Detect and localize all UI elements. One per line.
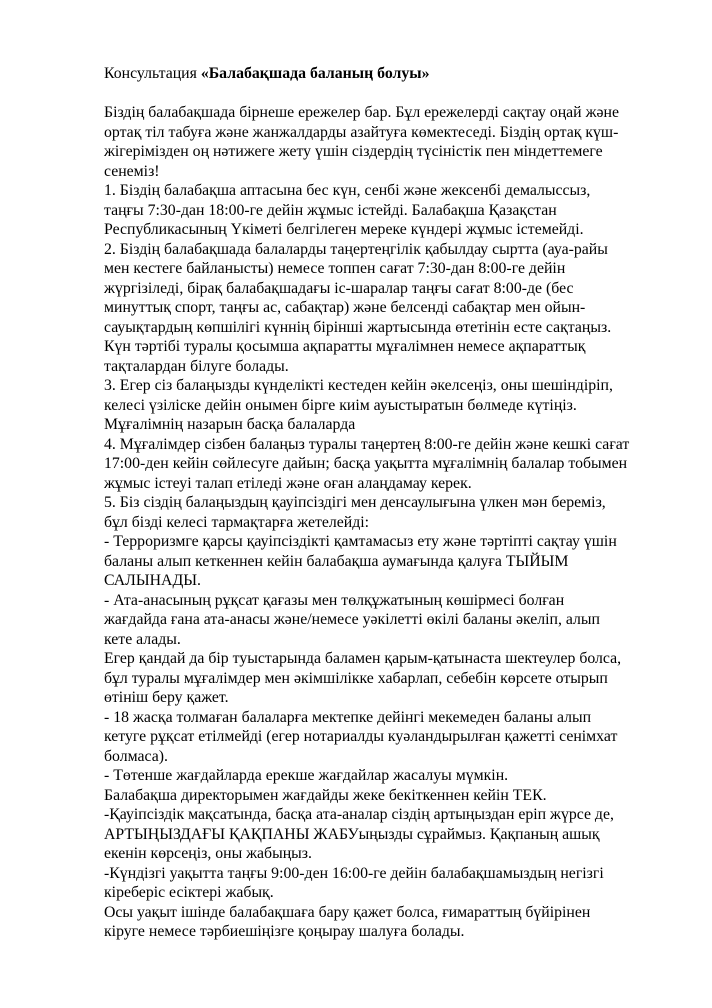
title-bold: «Балабақшада баланың болуы»: [200, 65, 430, 82]
text-line: Біздің балабақшада бірнеше ережелер бар. Бұл ережелерді сақтау оңай және: [104, 104, 619, 121]
text-line: кете алады.: [104, 630, 181, 648]
text-line: екенін көрсеңіз, оны жабыңыз.: [104, 845, 312, 862]
text-line: бұл бізді келесі тармақтарға жетелейді:: [104, 513, 370, 531]
text-line: - Терроризмге қарсы қауіпсіздікті қамтамасыз ету және тәртіпті сақтау үшін: [104, 533, 617, 550]
text-line: кетуге рұқсат етілмейді (егер нотариалды куәландырылған қажетті сенімхат: [104, 728, 618, 745]
text-line: 5. Біз сіздің балаңыздың қауіпсіздігі мен денсаулығына үлкен мән береміз,: [104, 494, 606, 511]
text-line: 4. Мұғалімдер сізбен балаңыз туралы таңертең 8:00-ге дейін және кешкі сағат: [104, 435, 630, 453]
text-line: болмаса).: [104, 747, 168, 765]
document-body: [104, 103, 664, 942]
text-line: АРТЫҢЫЗДАҒЫ ҚАҚПАНЫ ЖАБУыңызды сұраймыз. Қақпаның ашық: [104, 825, 600, 843]
title-prefix: Консультация: [104, 65, 201, 82]
text-line: жұмыс істеуі талап етіледі және оған алаңдамау керек.: [104, 474, 472, 492]
text-line: тақталардан білуге болады.: [104, 357, 289, 375]
text-line: - Ата-анасының рұқсат қағазы мен төлқұжатының көшірмесі болған: [104, 591, 565, 609]
text-line: - Төтенше жағдайларда ерекше жағдайлар жасалуы мүмкін.: [104, 767, 509, 784]
document-page: [104, 64, 664, 942]
text-line: сауықтардың көпшілігі күннің бірінші жартысында өтетінін есте сақтаңыз.: [104, 318, 612, 336]
text-line: 2. Біздің балабақшада балаларды таңертеңгілік қабылдау сыртта (ауа-райы: [104, 240, 608, 258]
text-line: Егер қандай да бір туыстарында баламен қарым-қатынаста шектеулер болса,: [104, 650, 622, 667]
text-line: Осы уақыт ішінде балабақшаға бару қажет болса, ғимараттың бүйірінен: [104, 903, 591, 921]
text-line: сенеміз!: [104, 162, 160, 180]
text-line: минуттық спорт, таңғы ас, сабақтар) және белсенді сабақтар мен ойын-: [104, 299, 586, 316]
title-spacer: [104, 84, 664, 104]
text-line: Балабақша директорымен жағдайды жеке бекіткеннен кейін ТЕК.: [104, 786, 547, 804]
text-line: жағдайда ғана ата-анасы және/немесе уәкілетті өкілі баланы әкеліп, алып: [104, 611, 600, 628]
text-line: ортақ тіл табуға және жанжалдарды азайтуға көмектеседі. Біздің ортақ күш-: [104, 123, 619, 141]
text-line: Күн тәртібі туралы қосымша ақпаратты мұғалімнен немесе ақпараттық: [104, 338, 586, 355]
text-line: кіруге немесе тәрбиешіңізге қоңырау шалуға болады.: [104, 923, 465, 940]
text-line: -Күндізгі уақытта таңғы 9:00-ден 16:00-ге дейін балабақшамыздың негізгі: [104, 864, 604, 882]
text-line: кіреберіс есіктері жабық.: [104, 884, 274, 901]
text-line: бұл туралы мұғалімдер мен әкімшілікке хабарлап, себебін көрсете отырып: [104, 669, 608, 687]
text-line: САЛЫНАДЫ.: [104, 572, 201, 589]
text-line: таңғы 7:30-дан 18:00-ге дейін жұмыс істейді. Балабақша Қазақстан: [104, 201, 557, 219]
text-line: келесі үзіліске дейін онымен бірге киім ауыстыратын бөлмеде күтіңіз.: [104, 396, 577, 414]
text-line: Мұғалімнің назарын басқа балаларда: [104, 416, 356, 433]
text-line: баланы алып кеткеннен кейін балабақша аумағында қалуға ТЫЙЫМ: [104, 552, 569, 570]
document-title: [104, 64, 664, 84]
text-line: мен кестеге байланысты) немесе топпен сағат 7:30-дан 8:00-ге дейін: [104, 260, 566, 277]
text-line: Республикасының Үкіметі белгілеген мереке күндері жұмыс істемейді.: [104, 221, 584, 238]
text-line: -Қауіпсіздік мақсатында, басқа ата-аналар сіздің артыңыздан еріп жүрсе де,: [104, 806, 614, 823]
text-line: жүргізіледі, бірақ балабақшадағы іс-шаралар таңғы сағат 8:00-де (бес: [104, 279, 574, 297]
text-line: - 18 жасқа толмаған балаларға мектепке дейінгі мекемеден баланы алып: [104, 708, 592, 726]
text-line: өтініш беру қажет.: [104, 689, 229, 706]
text-line: 3. Егер сіз балаңызды күнделікті кестеден кейін әкелсеңіз, оны шешіндіріп,: [104, 377, 613, 394]
text-line: 1. Біздің балабақша аптасына бес күн, сенбі және жексенбі демалыссыз,: [104, 182, 591, 199]
text-line: 17:00-ден кейін сөйлесуге дайын; басқа уақытта мұғалімнің балалар тобымен: [104, 455, 628, 472]
text-line: жігерімізден оң нәтижеге жету үшін сіздердің түсіністік пен міндеттемеге: [104, 143, 603, 160]
